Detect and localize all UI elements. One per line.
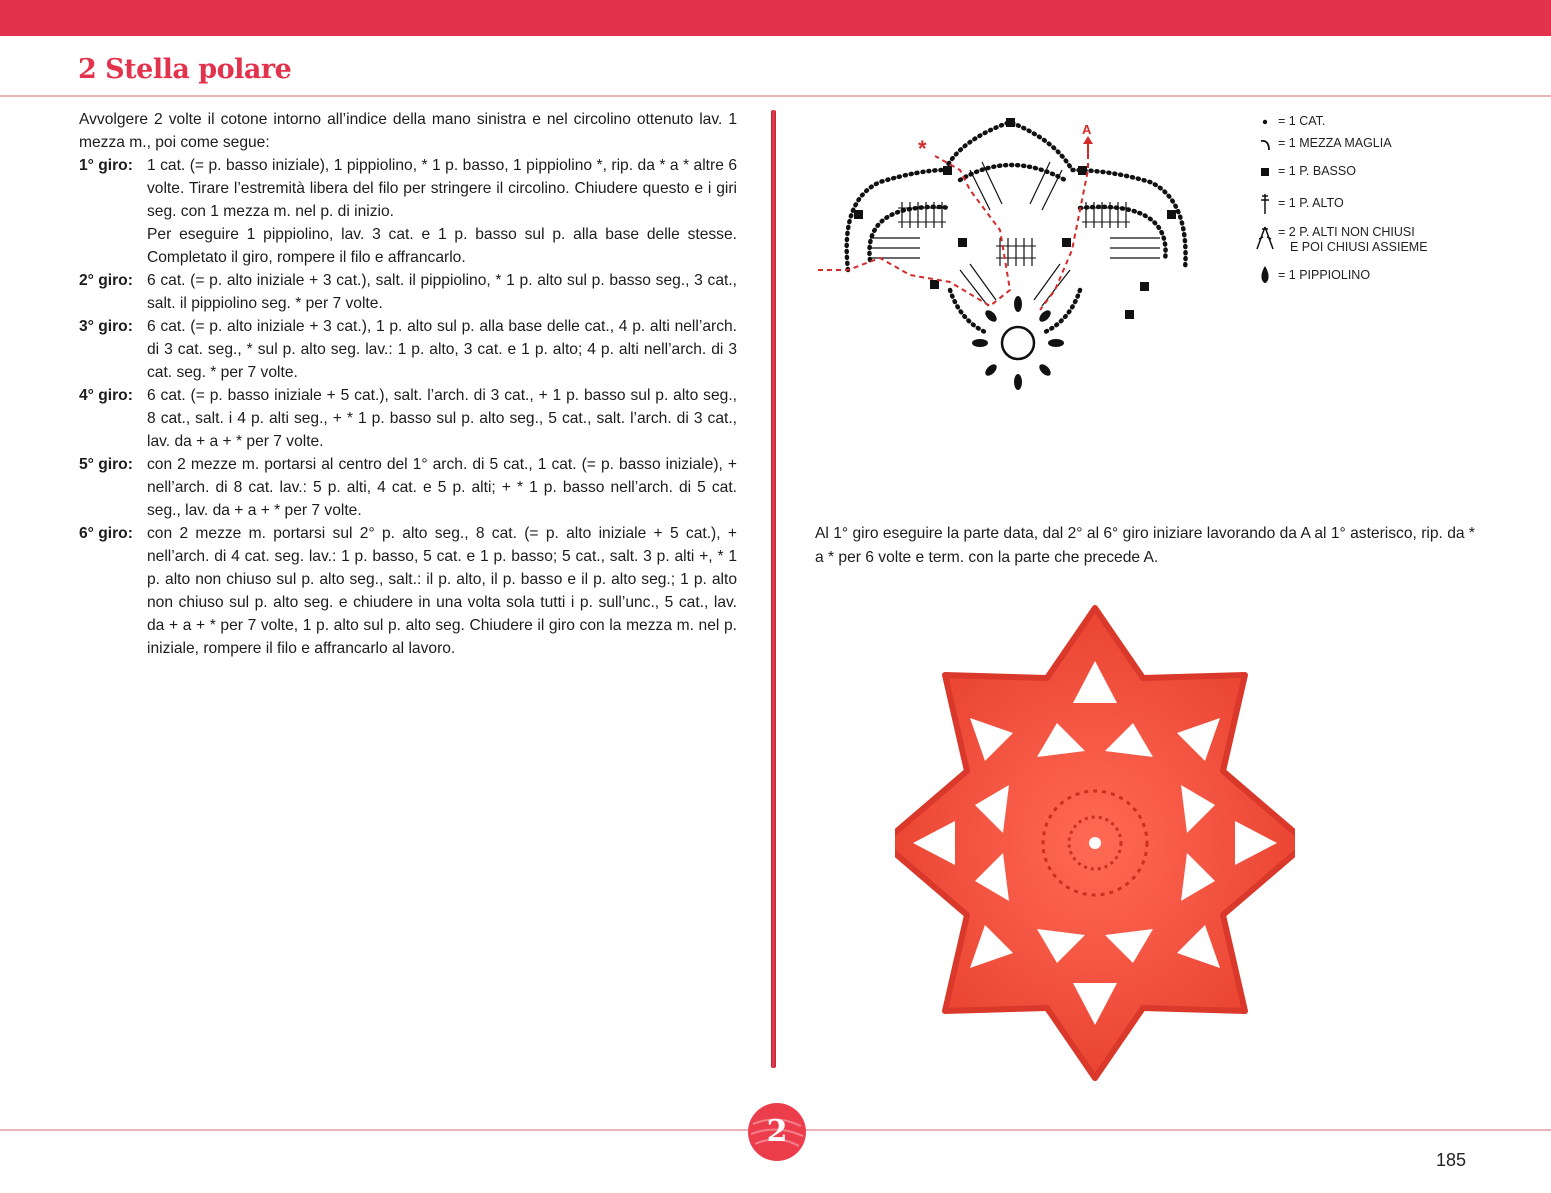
- slip-stitch-icon: [1252, 136, 1278, 152]
- round-label: 6° giro:: [79, 525, 133, 542]
- legend-label: = 1 P. BASSO: [1278, 164, 1356, 178]
- arrow-head-icon: [1083, 136, 1093, 144]
- round-text: 6 cat. (= p. alto iniziale + 3 cat.), 1 p. alto sul p. alla base delle cat., 4 p. alti nell’arch. di 3 cat. seg., * sul p. alto seg. lav.: 1 p. alto, 3 cat. e 1 p. alto; 4 p. alti nell’arch. di 3 cat. seg. * per 7 volte.: [147, 318, 737, 381]
- round-3: [79, 315, 737, 384]
- marker-asterisk: *: [918, 136, 927, 161]
- chart-rows: [847, 118, 1186, 390]
- page-number: 185: [1436, 1150, 1467, 1170]
- dc2tog-icon: [1252, 225, 1278, 251]
- round-body: [147, 384, 737, 453]
- legend-label: = 1 MEZZA MAGLIA: [1278, 136, 1392, 150]
- round-1: [79, 154, 737, 269]
- dot-icon: [1252, 114, 1278, 128]
- rounds-instructions: [79, 154, 737, 660]
- legend-label: = 2 P. ALTI NON CHIUSI E POI CHIUSI ASSIEME: [1278, 225, 1428, 254]
- round-6: [79, 522, 737, 660]
- double-crochet-icon: [1252, 193, 1278, 215]
- round-label: 3° giro:: [79, 318, 133, 335]
- legend-picot: [1252, 265, 1512, 287]
- legend-label: = 1 CAT.: [1278, 114, 1326, 128]
- round-4: [79, 384, 737, 453]
- crochet-chart-diagram: [810, 110, 1220, 400]
- round-5: [79, 453, 737, 522]
- legend-label: = 1 P. ALTO: [1278, 196, 1344, 210]
- double-crochet-rows: [870, 162, 1160, 306]
- top-color-band: [0, 0, 1551, 36]
- page-title: 2 Stella polare: [78, 54, 292, 85]
- thread-divider: [771, 110, 776, 1068]
- round-label: 5° giro:: [79, 456, 133, 473]
- round-label: 1° giro:: [79, 157, 133, 174]
- legend-chain: [1252, 114, 1512, 129]
- legend-label: = 1 PIPPIOLINO: [1278, 268, 1371, 282]
- round-body: [147, 315, 737, 384]
- round-text: con 2 mezze m. portarsi al centro del 1° arch. di 5 cat., 1 cat. (= p. basso iniziale), + nell’arch. di 8 cat. lav.: 5 p. alti, 4 cat. e 5 p. alti; + * 1 p. basso nell’arch. di 5 cat. seg., lav. da + a + * per 7 volte.: [147, 456, 737, 519]
- round-text: Per eseguire 1 pippiolino, lav. 3 cat. e 1 p. basso sul p. alla base delle stesse. Completato il giro, rompere il filo e affrancarlo.: [147, 226, 737, 266]
- legend-single-crochet: [1252, 164, 1512, 179]
- magic-ring: [1002, 327, 1034, 359]
- doily-shape: [895, 608, 1295, 1078]
- picot-drops: [972, 296, 1064, 390]
- marker-a: A: [1082, 122, 1092, 137]
- title-rule: [0, 95, 1551, 97]
- legend-dc2tog: [1252, 225, 1512, 255]
- round-label: 2° giro:: [79, 272, 133, 289]
- round-text: con 2 mezze m. portarsi sul 2° p. alto seg., 8 cat. (= p. alto iniziale + 5 cat.), + nell’arch. di 4 cat. seg. lav.: 1 p. basso, 5 cat. e 1 p. basso; 5 cat., salt. 3 p. alti +, * 1 p. alto non chiuso sul p. alto seg., salt.: il p. alto, il p. basso e il p. alto seg.; 1 p. alto non chiuso sul p. alto seg. e chiudere in una volta sola tutti i p. sull’unc., 5 cat., lav. da + a + * per 7 volte, 1 p. alto sul p. alto seg. Chiudere il giro con la mezza m. nel p. iniziale, rompere il filo e affrancarlo al lavoro.: [147, 525, 737, 657]
- round-text: 6 cat. (= p. basso iniziale + 5 cat.), salt. l’arch. di 3 cat., + 1 p. basso sul p. alto seg., 8 cat., salt. i 4 p. alti seg., + * 1 p. basso sul p. alto seg., 5 cat., salt. l’arch. di 3 cat., lav. da + a + * per 7 volte.: [147, 387, 737, 450]
- round-label: 4° giro:: [79, 387, 133, 404]
- picot-icon: [1252, 265, 1278, 287]
- round-body: [147, 269, 737, 315]
- round-2: [79, 269, 737, 315]
- section-number-badge: 2: [766, 1114, 788, 1149]
- chart-legend: [1252, 114, 1512, 287]
- intro-text: Avvolgere 2 volte il cotone intorno all’indice della mano sinistra e nel circolino ottenuto lav. 1 mezza m., poi come segue:: [79, 111, 737, 151]
- square-icon: [1252, 164, 1278, 178]
- doily-center: [1089, 837, 1101, 849]
- chart-note: Al 1° giro eseguire la parte data, dal 2° al 6° giro iniziare lavorando da A al 1° asterisco, rip. da * a * per 6 volte e term. con la parte che precede A.: [815, 525, 1475, 566]
- legend-double-crochet: [1252, 193, 1512, 215]
- legend-slip-stitch: [1252, 136, 1512, 152]
- round-body: [147, 154, 737, 269]
- round-body: [147, 453, 737, 522]
- round-text: 6 cat. (= p. alto iniziale + 3 cat.), salt. il pippiolino, * 1 p. alto sul p. basso seg., 3 cat., salt. il pippiolino seg. * per 7 volte.: [147, 272, 737, 312]
- finished-doily-photo: [895, 598, 1295, 1088]
- round-body: [147, 522, 737, 660]
- round-text: 1 cat. (= p. basso iniziale), 1 pippiolino, * 1 p. basso, 1 pippiolino *, rip. da * a * altre 6 volte. Tirare l’estremità libera del filo per stringere il circolino. Chiudere questo e i giri seg. con 1 mezza m. nel p. di inizio.: [147, 157, 737, 220]
